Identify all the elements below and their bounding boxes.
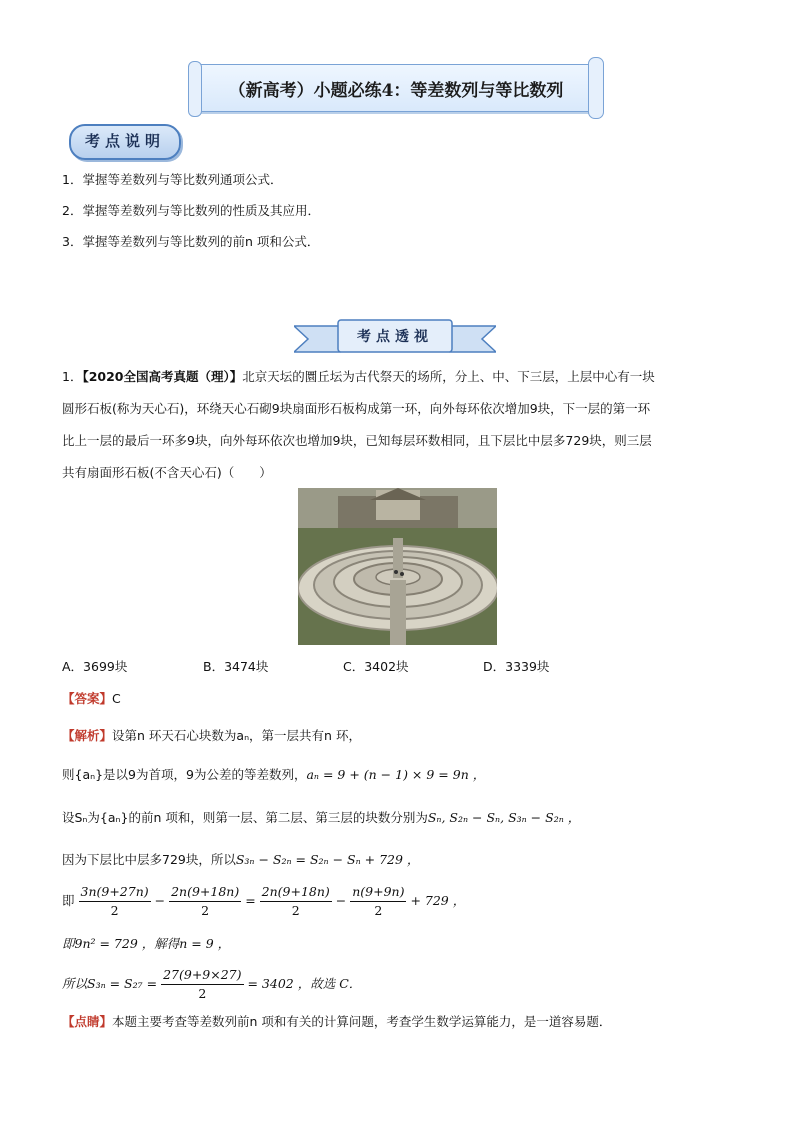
analysis-line-2 [62, 767, 485, 783]
fraction-5-den: 2 [198, 986, 207, 1001]
analysis-line-4 [62, 852, 419, 868]
fraction-5 [161, 966, 243, 1003]
fraction-1-num: 3n(9+27n) [79, 883, 151, 902]
problem-line-2: 圆形石板(称为天心石)，环绕天心石砌9块扇面形石板构成第一环，向外每环依次增加9块，下一层的第一环 [62, 401, 651, 416]
fraction-5-num: 27(9+9×27) [161, 966, 243, 985]
answer-tag: 【答案】 [62, 691, 113, 706]
formula-layer-sums: Sₙ, S₂ₙ − Sₙ, S₃ₙ − S₂ₙ ， [427, 810, 581, 825]
analysis-text-7-tail: = 3402 ，故选 C． [247, 976, 362, 991]
analysis-text-3a: 设Sₙ为{aₙ}的前n 项和，则第一层、第二层、第三层的块数分别为 [62, 810, 428, 825]
fraction-1-den: 2 [110, 903, 119, 918]
answer-value: C [112, 691, 121, 706]
section-label-kaodian-toushi: 考点透视 [357, 329, 433, 345]
comment-tag: 【点睛】 [62, 1014, 113, 1029]
fraction-4-den: 2 [374, 903, 383, 918]
problem-number: 1． [62, 369, 83, 384]
analysis-text-1: 设第n 环天石心块数为aₙ，第一层共有n 环， [112, 728, 361, 743]
fraction-3 [260, 883, 332, 920]
section-label-kaodian-shuoming: 考点说明 [69, 124, 181, 160]
problem-text-1: 北京天坛的圜丘坛为古代祭天的场所，分上、中、下三层，上层中心有一块 [242, 369, 655, 384]
problem-source: 【2020全国高考真题（理）】 [82, 369, 243, 384]
fraction-4 [350, 883, 406, 920]
altar-illustration [298, 488, 497, 645]
comment-text: 本题主要考查等差数列前n 项和有关的计算问题，考查学生数学运算能力，是一道容易题． [112, 1014, 612, 1029]
formula-an: aₙ = 9 + (n − 1) × 9 = 9n ， [306, 767, 486, 782]
analysis-line-6 [62, 936, 230, 952]
fraction-3-num: 2n(9+18n) [260, 883, 332, 902]
problem-line-1 [62, 369, 655, 385]
objective-item-1: 1．掌握等差数列与等比数列通项公式． [62, 172, 283, 187]
page-title: （新高考）小题必练4：等差数列与等比数列 [228, 81, 564, 101]
fraction-3-den: 2 [291, 903, 300, 918]
analysis-text-2a: 则{aₙ}是以9为首项，9为公差的等差数列， [62, 767, 307, 782]
option-a: A．3699块 [62, 659, 128, 674]
analysis-text-5-tail: + 729 ， [410, 893, 466, 908]
fraction-1 [79, 883, 151, 920]
analysis-line-3 [62, 810, 580, 826]
analysis-tag: 【解析】 [62, 728, 113, 743]
comment-line [62, 1014, 611, 1030]
fraction-2-num: 2n(9+18n) [169, 883, 241, 902]
analysis-text-6: 即9n² = 729 ，解得n = 9 ， [62, 936, 231, 951]
fraction-2-den: 2 [201, 903, 210, 918]
tiantan-altar-photo [298, 488, 497, 645]
objective-item-3: 3．掌握等差数列与等比数列的前n 项和公式． [62, 234, 320, 249]
problem-line-3: 比上一层的最后一环多9块，向外每环依次也增加9块，已知每层环数相同，且下层比中层多729块，则三层 [62, 433, 652, 448]
formula-difference: S₃ₙ − S₂ₙ = S₂ₙ − Sₙ + 729 ， [235, 852, 420, 867]
option-b: B．3474块 [203, 659, 269, 674]
analysis-text-4a: 因为下层比中层多729块，所以 [62, 852, 236, 867]
option-d: D．3339块 [483, 659, 550, 674]
problem-line-4: 共有扇面形石板(不含天心石)（ ） [62, 465, 272, 480]
objective-item-2: 2．掌握等差数列与等比数列的性质及其应用． [62, 203, 320, 218]
option-c: C．3402块 [343, 659, 409, 674]
analysis-text-5-prefix: 即 [62, 893, 75, 908]
analysis-line-5: 即 $\frac{3n(9+27n)}{2}$ − $\frac{2n(9+18n)}{2}$ = $\frac{2n(9+18n)}{2}$ − $\frac{n(9+9n)}{2}$ + 729 ， [62, 884, 466, 918]
fraction-2 [169, 883, 241, 920]
section-ribbon-kaodian-toushi [294, 318, 496, 358]
fraction-4-num: n(9+9n) [350, 883, 406, 902]
analysis-line-1 [62, 728, 361, 744]
answer-line [62, 691, 121, 707]
title-banner [193, 64, 599, 112]
analysis-line-7 [62, 966, 361, 1003]
analysis-text-7-prefix: 所以S₃ₙ = S₂₇ = [62, 976, 158, 991]
